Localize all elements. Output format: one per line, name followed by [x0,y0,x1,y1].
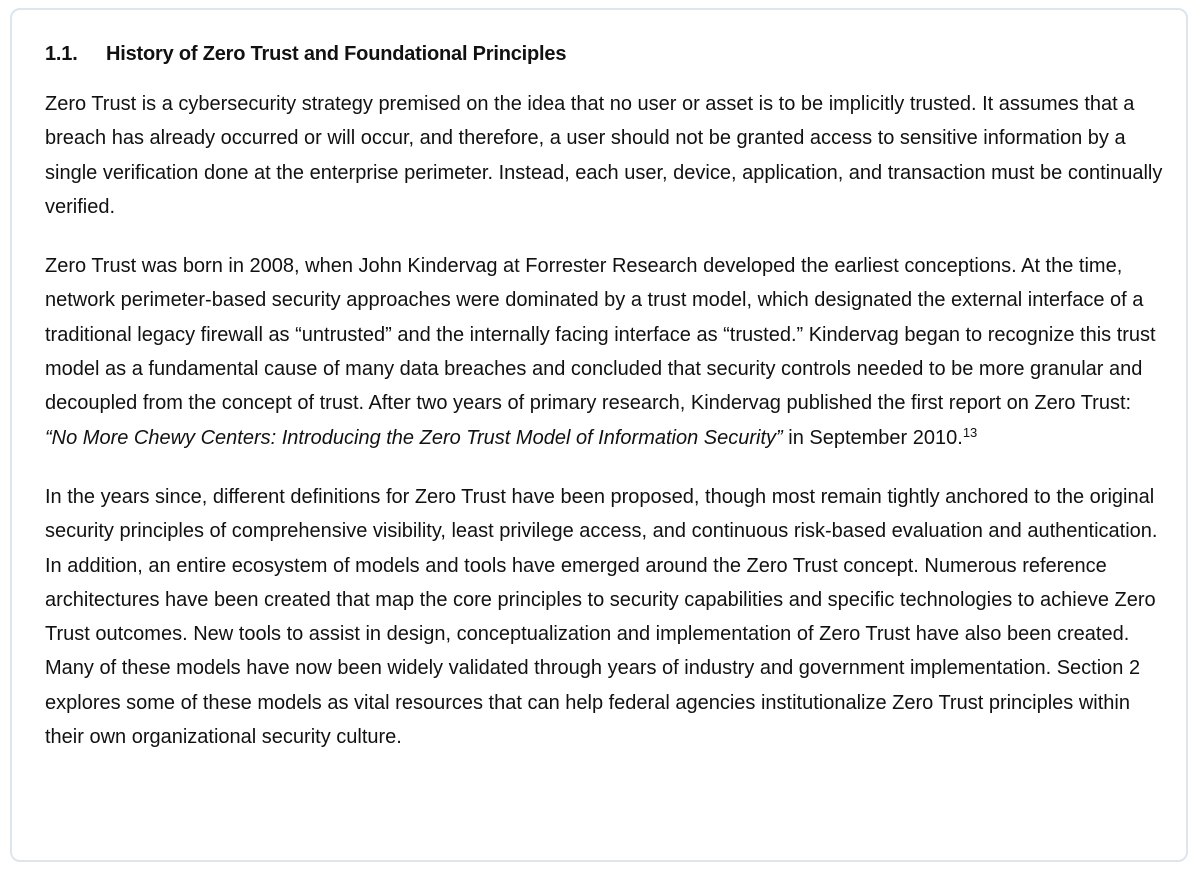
section-number: 1.1. [45,43,78,65]
document-card [10,8,1188,862]
section-heading [45,40,1167,68]
paragraph-history-text: Zero Trust was born in 2008, when John Kindervag at Forrester Research developed the earliest conceptions. At the time, network perimeter-based security approaches were dominated by a trust model, which designated the external interface of a traditional legacy firewall as “untrusted” and the internally facing interface as “trusted.” Kindervag began to recognize this trust model as a fundamental cause of many data breaches and concluded that security controls needed to be more granular and decoupled from the concept of trust. After two years of primary research, Kindervag published the first report on Zero Trust: [45,255,1156,415]
section-title: History of Zero Trust and Foundational Principles [106,43,567,65]
document-content [45,40,1167,779]
footnote-reference[interactable]: 13 [962,424,978,440]
paragraph-evolution: In the years since, different definitions for Zero Trust have been proposed, though most remain tightly anchored to the original security principles of comprehensive visibility, least privilege access, and continuous risk-based evaluation and authentication. In addition, an entire ecosystem of models and tools have emerged around the Zero Trust concept. Numerous reference architectures have been created that map the core principles to security capabilities and specific technologies to achieve Zero Trust outcomes. New tools to assist in design, conceptualization and implementation of Zero Trust have also been created. Many of these models have now been widely validated through years of industry and government implementation. Section 2 explores some of these models as vital resources that can help federal agencies institutionalize Zero Trust principles within their own organizational security culture. [45,485,1158,749]
report-title: “No More Chewy Centers: Introducing the Zero Trust Model of Information Security” [45,426,783,449]
paragraph-history-tail: in September 2010. [782,426,963,449]
paragraph-history [45,249,1167,455]
paragraph-definition: Zero Trust is a cybersecurity strategy premised on the idea that no user or asset is to be implicitly trusted. It assumes that a breach has already occurred or will occur, and therefore, a user should not be granted access to sensitive information by a single verification done at the enterprise perimeter. Instead, each user, device, application, and transaction must be continually verified. [45,93,1163,218]
